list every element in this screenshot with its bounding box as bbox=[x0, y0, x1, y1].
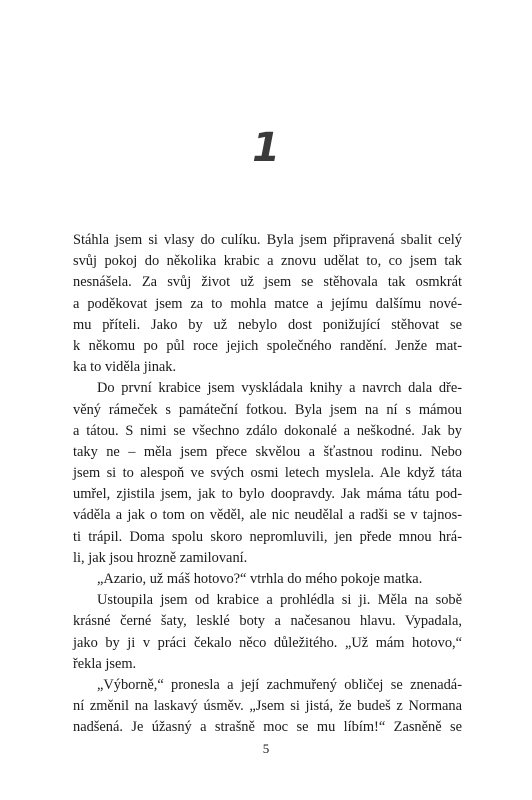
text-line: jako by ji v práci čekalo něco důležitého. „Už mám hotovo,“ bbox=[73, 634, 462, 651]
text-line: umřel, zjistila jsem, jak to bylo doopravdy. Jak máma tátu pod- bbox=[73, 486, 462, 503]
text-line: věný rámeček s památeční fotkou. Byla jsem na ní s mámou bbox=[73, 401, 462, 418]
text-line: „Výborně,“ pronesla a její zachmuřený obličej se znenadá- bbox=[97, 676, 462, 693]
chapter-number: 1 bbox=[252, 125, 280, 171]
page-number: 5 bbox=[262, 741, 270, 756]
text-line: li, jak jsou hrozně zamilovaní. bbox=[73, 549, 248, 566]
text-line: Do první krabice jsem vyskládala knihy a navrch dala dře- bbox=[97, 380, 462, 397]
text-line: váděla a jak o tom on věděl, ale nic neudělal a radši se v tajnos- bbox=[73, 507, 462, 524]
text-line: nesnášela. Za svůj život už jsem se stěhovala tak osmkrát bbox=[73, 274, 462, 291]
text-line: mu příteli. Jako by už nebylo dost ponižující stěhovat se bbox=[73, 316, 462, 333]
text-line: „Azario, už máš hotovo?“ vtrhla do mého pokoje matka. bbox=[97, 571, 423, 587]
text-line: Stáhla jsem si vlasy do culíku. Byla jsem připravená sbalit celý bbox=[73, 232, 462, 248]
text-line: ti trápil. Doma spolu skoro nepromluvili, jen přede mnou hrá- bbox=[73, 528, 462, 545]
text-line: nadšená. Je úžasný a strašně moc se mu líbím!“ Zasněně se bbox=[73, 719, 462, 736]
text-line: svůj pokoj do několika krabic a znovu udělat to, co jsem tak bbox=[73, 253, 462, 270]
text-line: ní změnil na laskavý úsměv. „Jsem si jistá, že budeš z Normana bbox=[73, 698, 462, 715]
text-line: ka to viděla jinak. bbox=[73, 359, 177, 376]
text-line: a poděkovat jsem za to mohla matce a jejímu dalšímu nové- bbox=[73, 295, 462, 312]
text-line: jsem si to alespoň ve svých osmi letech myslela. Ale když táta bbox=[73, 465, 462, 482]
text-line: k někomu po půl roce jejich společného randění. Jenže mat- bbox=[73, 337, 462, 354]
text-line: Ustoupila jsem od krabice a prohlédla si ji. Měla na sobě bbox=[97, 592, 462, 609]
text-line: řekla jsem. bbox=[73, 655, 137, 672]
text-line: krásné černé šaty, lesklé boty a načesanou hlavu. Vypadala, bbox=[73, 613, 462, 630]
text-line: taky ne – měla jsem přece skvělou a šťastnou rodinu. Nebo bbox=[73, 443, 462, 460]
text-line: a tátou. S nimi se všechno zdálo dokonalé a neškodné. Jak by bbox=[73, 422, 462, 439]
body-text bbox=[73, 230, 462, 739]
